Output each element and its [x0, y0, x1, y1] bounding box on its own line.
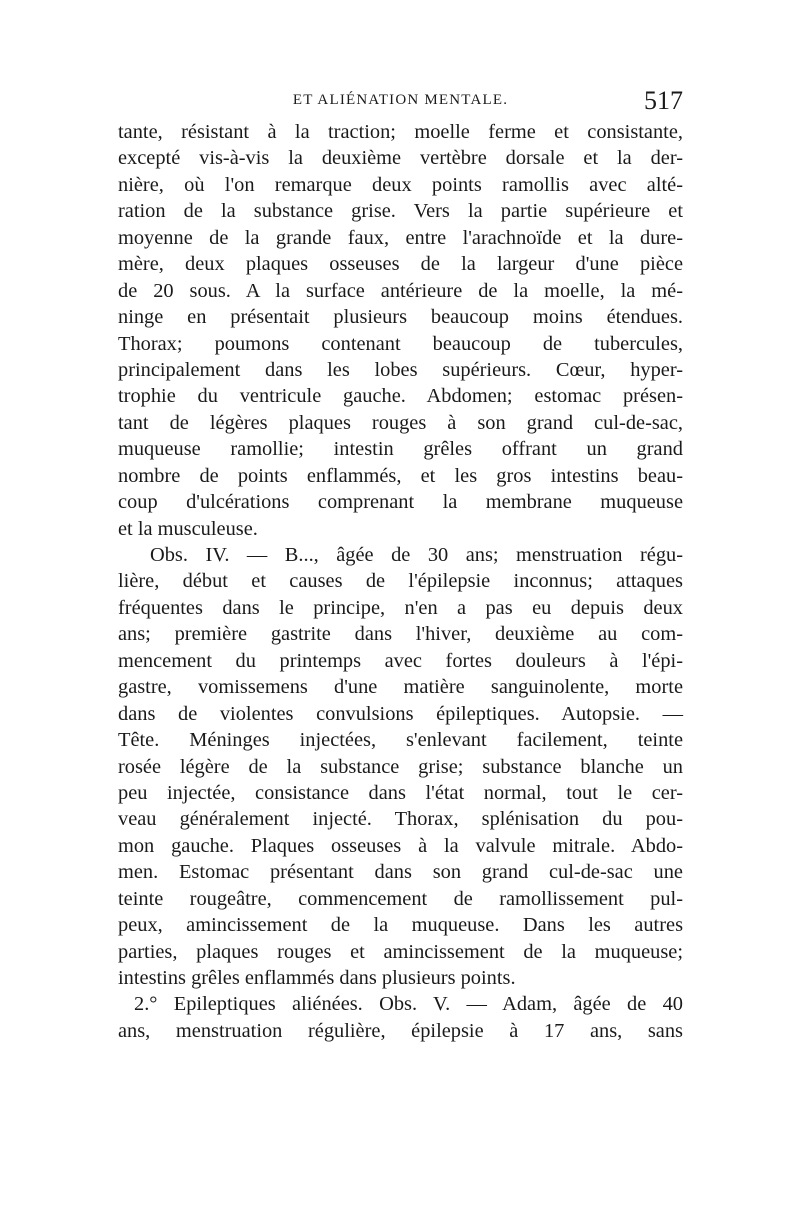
text-line: fréquentes dans le principe, n'en a pas eu depuis deux [118, 596, 683, 619]
text-line: men. Estomac présentant dans son grand cul-de-sac une [118, 861, 683, 884]
text-line: excepté vis-à-vis la deuxième vertèbre dorsale et la der- [118, 147, 683, 170]
text-line: trophie du ventricule gauche. Abdomen; estomac présen- [118, 385, 683, 408]
text-line: teinte rougeâtre, commencement de ramollissement pul- [118, 887, 683, 910]
text-line: peux, amincissement de la muqueuse. Dans les autres [118, 914, 683, 937]
text-line: principalement dans les lobes supérieurs. Cœur, hyper- [118, 358, 683, 381]
text-line: ninge en présentait plusieurs beaucoup moins étendues. [118, 306, 683, 329]
text-line: moyenne de la grande faux, entre l'arachnoïde et la dure- [118, 226, 683, 249]
text-line: lière, début et causes de l'épilepsie inconnus; attaques [118, 570, 683, 593]
text-line: Obs. IV. — B..., âgée de 30 ans; menstruation régu- [150, 544, 683, 566]
running-title: ET ALIÉNATION MENTALE. [292, 92, 509, 108]
text-line: 2.° Epileptiques aliénées. Obs. V. — Adam, âgée de 40 [134, 993, 683, 1016]
text-line: muqueuse ramollie; intestin grêles offrant un grand [118, 438, 683, 461]
page-number: 517 [644, 86, 683, 115]
text-line: rosée légère de la substance grise; substance blanche un [118, 755, 683, 778]
text-line: mère, deux plaques osseuses de la largeur d'une pièce [118, 253, 683, 276]
text-line: ration de la substance grise. Vers la partie supérieure et [118, 200, 683, 223]
body-text [118, 119, 683, 1044]
text-line: Thorax; poumons contenant beaucoup de tubercules, [118, 332, 683, 355]
text-line: nombre de points enflammés, et les gros intestins beau- [118, 464, 683, 487]
text-line: nière, où l'on remarque deux points ramollis avec alté- [118, 173, 683, 196]
text-line: Tête. Méninges injectées, s'enlevant facilement, teinte [118, 729, 683, 752]
running-head [118, 86, 683, 116]
text-line: peu injectée, consistance dans l'état normal, tout le cer- [118, 781, 683, 804]
text-line: ans; première gastrite dans l'hiver, deuxième au com- [118, 623, 683, 646]
text-line: mencement du printemps avec fortes douleurs à l'épi- [118, 649, 683, 672]
text-line: parties, plaques rouges et amincissement de la muqueuse; [118, 940, 683, 963]
text-line: de 20 sous. A la surface antérieure de la moelle, la mé- [118, 279, 683, 302]
text-line: gastre, vomissemens d'une matière sanguinolente, morte [118, 676, 683, 699]
text-line: dans de violentes convulsions épileptiques. Autopsie. — [118, 702, 683, 725]
text-line: et la musculeuse. [118, 517, 258, 540]
text-line: tant de légères plaques rouges à son grand cul-de-sac, [118, 411, 683, 434]
text-line: tante, résistant à la traction; moelle ferme et consistante, [118, 121, 683, 143]
text-line: ans, menstruation régulière, épilepsie à 17 ans, sans [118, 1019, 683, 1042]
text-line: intestins grêles enflammés dans plusieurs points. [118, 967, 516, 989]
text-line: mon gauche. Plaques osseuses à la valvule mitrale. Abdo- [118, 834, 683, 857]
text-line: coup d'ulcérations comprenant la membrane muqueuse [118, 491, 683, 514]
text-line: veau généralement injecté. Thorax, splénisation du pou- [118, 808, 683, 831]
